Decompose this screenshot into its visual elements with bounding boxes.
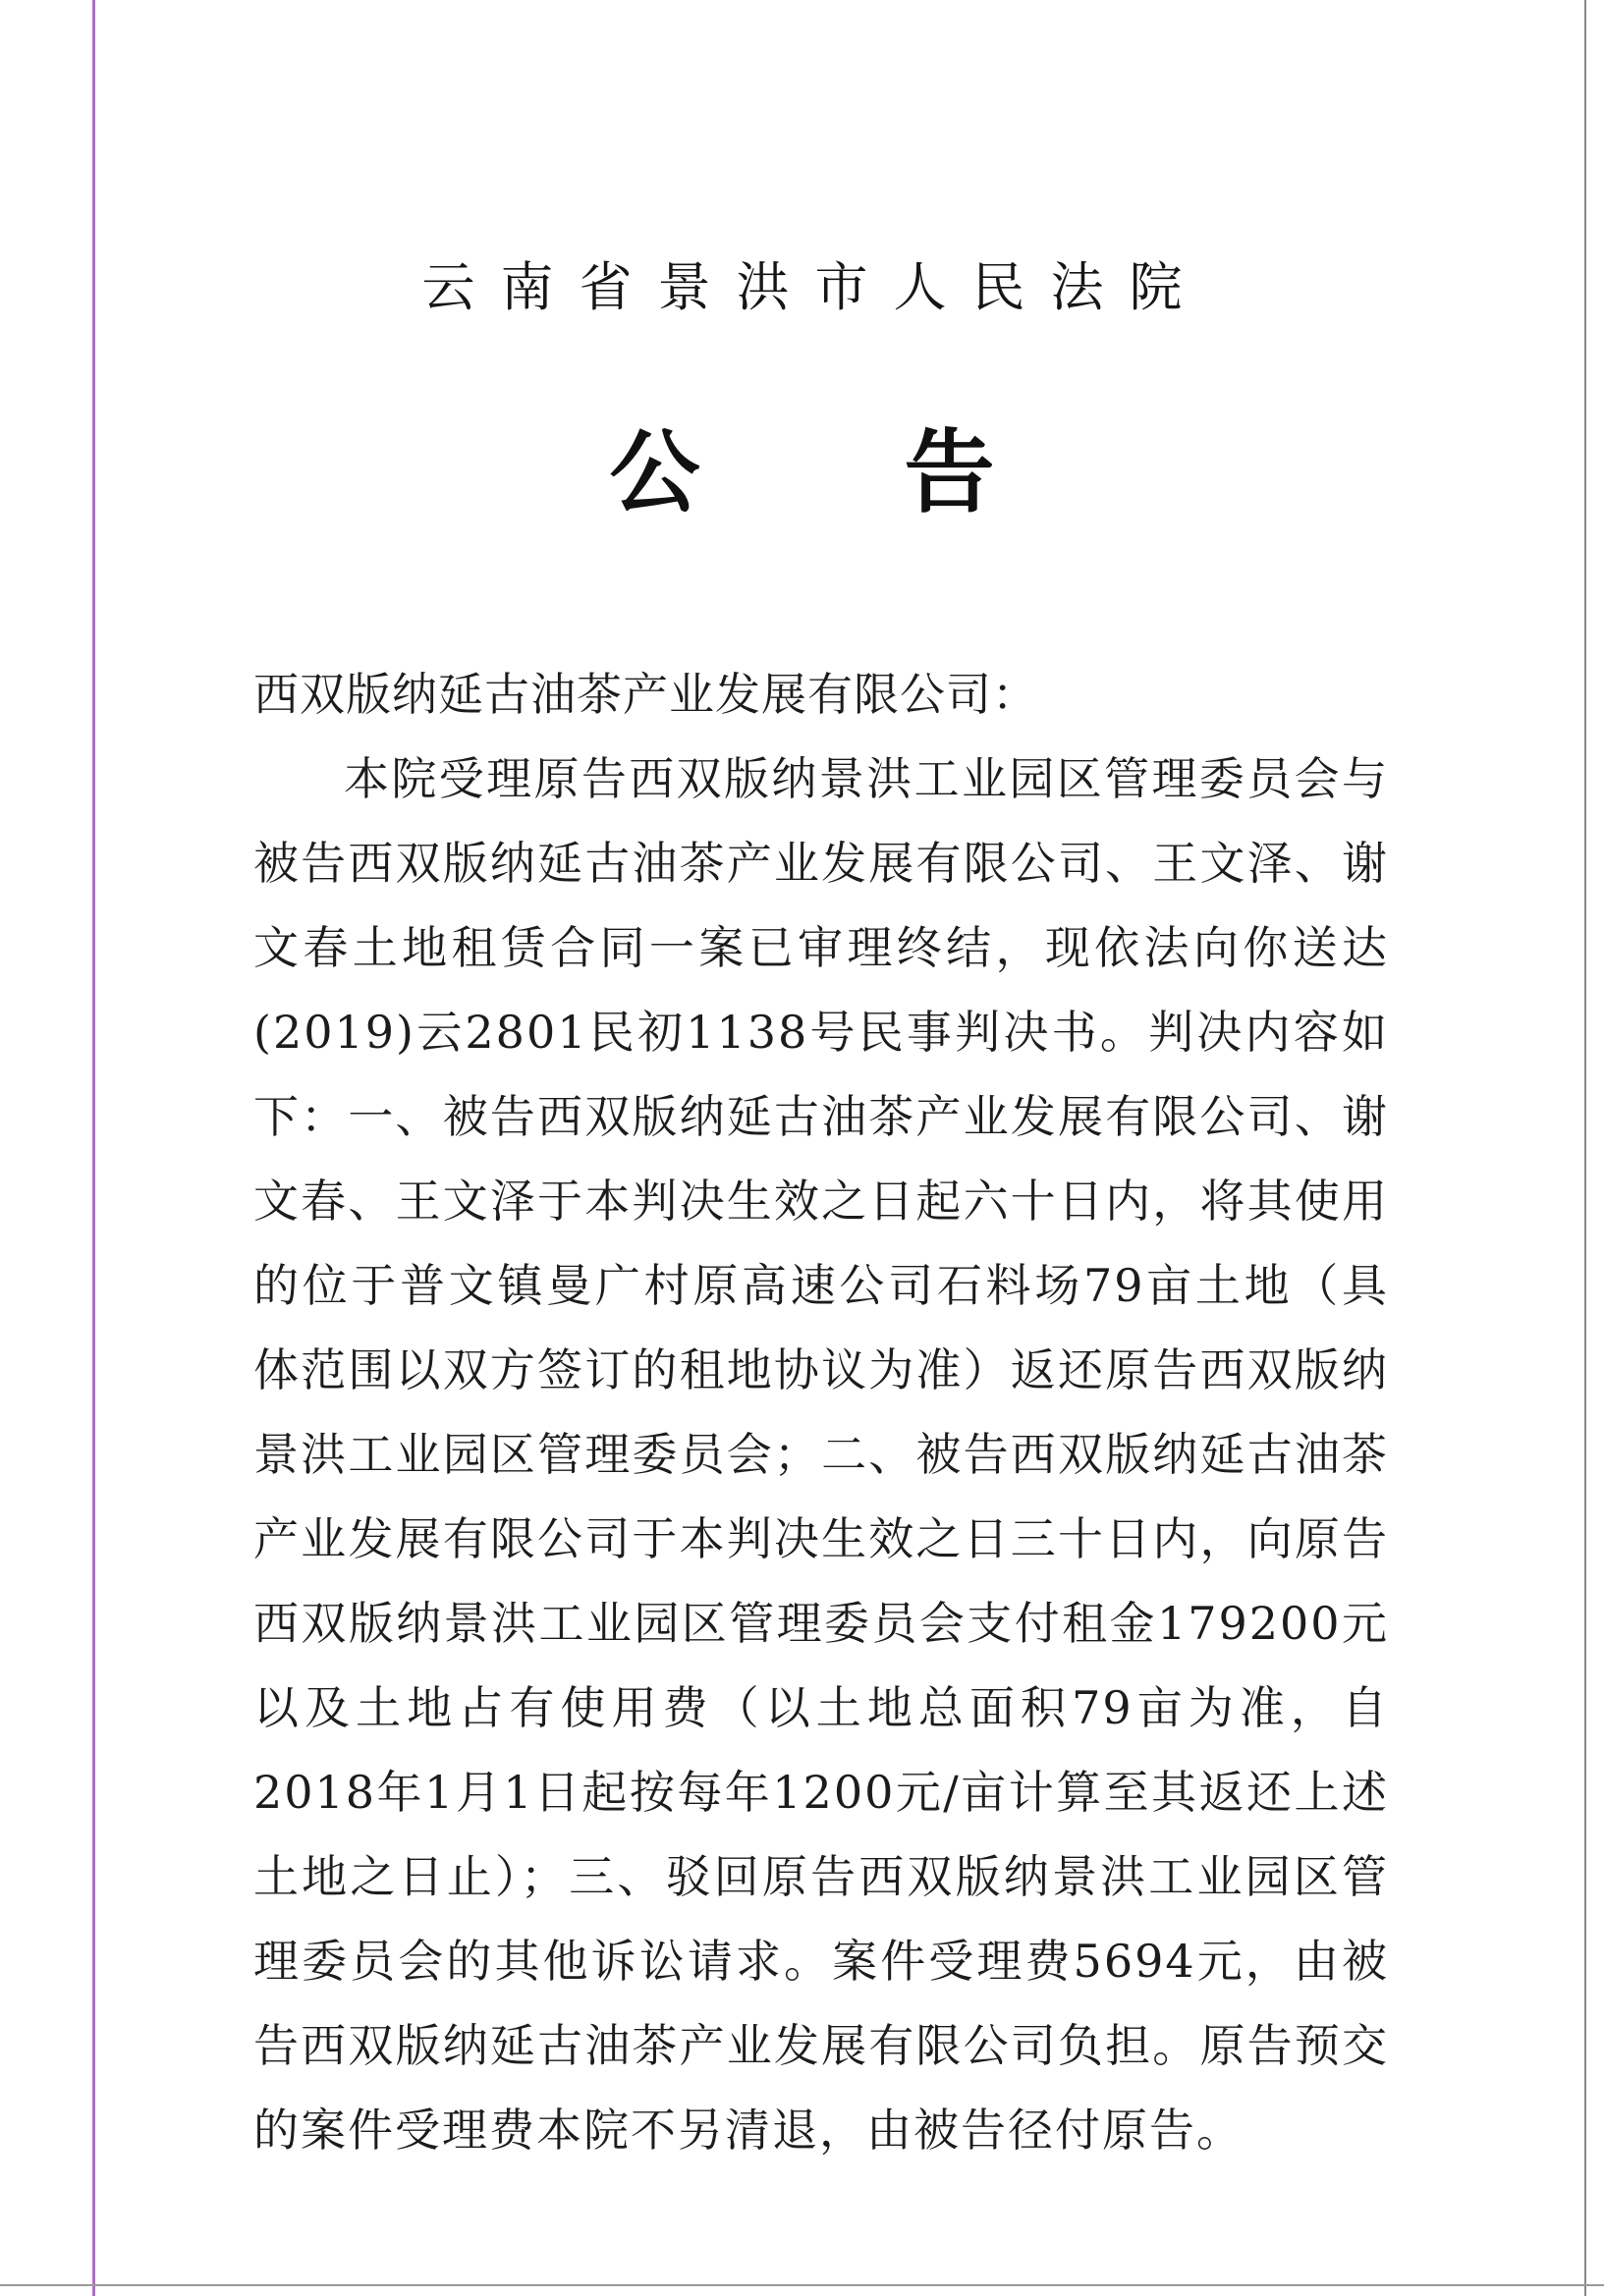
notice-body	[253, 652, 1389, 2172]
margin-rule	[92, 0, 95, 2296]
scan-edge-right	[1584, 0, 1586, 2296]
scan-edge-bottom	[0, 2284, 1604, 2286]
notice-paragraph: 本院受理原告西双版纳景洪工业园区管理委员会与被告西双版纳延古油茶产业发展有限公司、王文泽、谢文春土地租赁合同一案已审理终结，现依法向你送达(2019)云2801民初1138号民事判决书。判决内容如下：一、被告西双版纳延古油茶产业发展有限公司、谢文春、王文泽于本判决生效之日起六十日内，将其使用的位于普文镇曼广村原高速公司石料场79亩土地（具体范围以双方签订的租地协议为准）返还原告西双版纳景洪工业园区管理委员会；二、被告西双版纳延古油茶产业发展有限公司于本判决生效之日三十日内，向原告西双版纳景洪工业园区管理委员会支付租金179200元以及土地占有使用费（以土地总面积79亩为准，自2018年1月1日起按每年1200元/亩计算至其返还上述土地之日止）；三、驳回原告西双版纳景洪工业园区管理委员会的其他诉讼请求。案件受理费5694元，由被告西双版纳延古油茶产业发展有限公司负担。原告预交的案件受理费本院不另清退，由被告径付原告。	[253, 752, 1389, 2157]
document-title: 公 告	[609, 420, 1081, 525]
court-name: 云南省景洪市人民法院	[421, 256, 1208, 318]
addressee: 西双版纳延古油茶产业发展有限公司：	[253, 668, 1038, 721]
